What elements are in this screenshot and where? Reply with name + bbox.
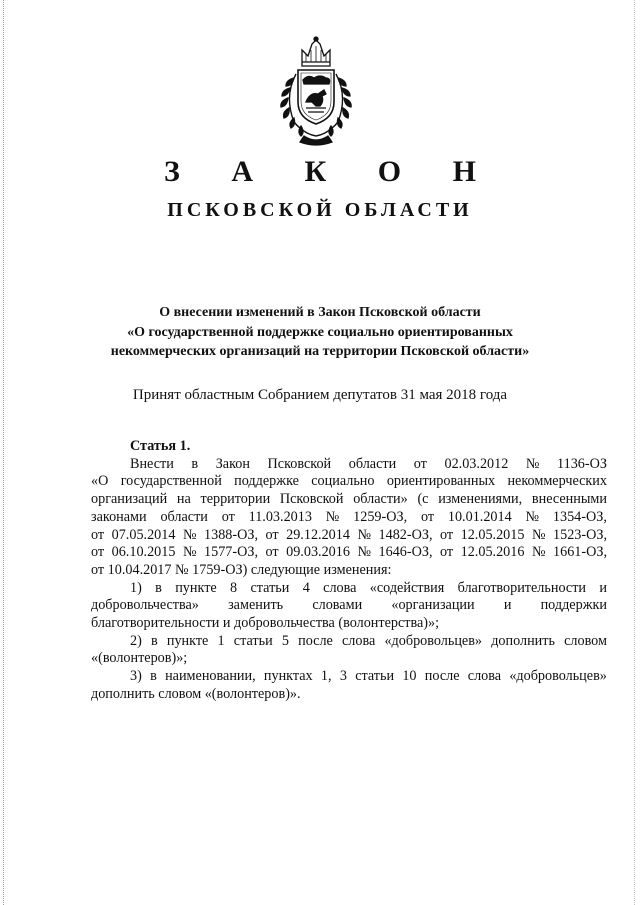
article-body <box>91 438 607 704</box>
article-word: пункте <box>175 579 217 596</box>
article-word: государственной <box>120 473 222 490</box>
article-word: № <box>182 544 197 561</box>
article-word: 29.12.2014 <box>286 526 350 543</box>
article-word: законами <box>91 508 147 525</box>
article-word: № <box>531 544 546 561</box>
article-word: организаций <box>91 491 168 508</box>
article-word: области <box>348 455 397 472</box>
article-word: в <box>191 455 199 472</box>
article-word: 10.01.2014 <box>447 508 512 525</box>
article-word: № <box>357 544 371 561</box>
article-word: 1482-ОЗ, <box>378 526 433 543</box>
article-word: «организации <box>391 597 475 614</box>
document-subtitle: ПСКОВСКОЙ ОБЛАСТИ <box>167 199 473 221</box>
article-line <box>91 597 607 615</box>
article-word: 1354-ОЗ, <box>552 508 607 525</box>
article-word: от 10.04.2017 № 1759-ОЗ) следующие изменения: <box>91 561 392 578</box>
article-word: благотворительности и добровольчества (волонтерства)»; <box>91 615 440 632</box>
article-word: дополнить словом «(волонтеров)». <box>91 685 301 702</box>
article-word: Псковской <box>279 491 344 508</box>
article-word: от <box>91 544 105 561</box>
article-title: Статья 1. <box>130 438 191 454</box>
article-word: слова <box>342 632 376 649</box>
scan-edge-right <box>634 0 635 905</box>
article-line <box>91 509 607 527</box>
article-word: и <box>503 597 512 614</box>
article-word: некоммерческих <box>507 473 607 490</box>
article-word: 1577-ОЗ, <box>204 544 258 561</box>
article-word: от <box>440 526 454 543</box>
article-word: № <box>357 526 371 543</box>
article-line <box>91 580 607 598</box>
article-word: словами <box>312 597 363 614</box>
article-word: от <box>91 526 105 543</box>
article-word: в <box>155 579 162 596</box>
article-word: 2) <box>130 632 142 649</box>
article-line <box>91 527 607 545</box>
article-word: после <box>298 632 333 649</box>
article-word: 4 <box>302 579 310 596</box>
article-word: территории <box>200 491 271 508</box>
coat-of-arms-icon <box>266 36 366 148</box>
article-word: 10 <box>402 668 417 685</box>
article-word: на <box>176 491 191 508</box>
law-heading-line: «О государственной поддержке социально ориентированных <box>127 324 513 340</box>
article-word: в <box>151 632 158 649</box>
article-word: (с <box>417 491 429 508</box>
article-word: Закон <box>215 455 250 472</box>
article-word: от <box>265 526 279 543</box>
article-word: 3) <box>130 668 142 685</box>
article-word: Внести <box>130 455 174 472</box>
article-word: № <box>182 526 197 543</box>
article-word: дополнить <box>491 632 555 649</box>
article-word: поддержки <box>540 597 607 614</box>
article-word: от <box>413 455 427 472</box>
article-line <box>91 562 607 580</box>
article-word: статьи <box>355 668 395 685</box>
article-word: в <box>150 668 157 685</box>
article-word: 06.10.2015 <box>111 544 176 561</box>
article-word: пункте <box>166 632 209 649</box>
article-word: 02.03.2012 <box>444 455 509 472</box>
article-word: 12.05.2016 <box>460 544 525 561</box>
article-line <box>91 650 607 668</box>
article-line <box>91 473 607 491</box>
article-word: области <box>160 508 208 525</box>
article-line <box>91 544 607 562</box>
article-word: заменить <box>228 597 284 614</box>
article-word: «добровольцев» <box>509 668 607 685</box>
article-word: 09.03.2016 <box>286 544 350 561</box>
article-text <box>91 456 607 704</box>
article-word: благотворительности <box>457 579 586 596</box>
article-word: 1) <box>130 579 142 596</box>
article-line <box>91 668 607 686</box>
article-word: 1661-ОЗ, <box>553 544 607 561</box>
article-word: № <box>325 508 340 525</box>
article-word: словом <box>564 632 607 649</box>
article-word: Псковской <box>267 455 332 472</box>
article-word: № <box>531 526 546 543</box>
article-word: «(волонтеров)»; <box>91 650 188 667</box>
law-heading <box>60 303 580 362</box>
article-word: 12.05.2015 <box>460 526 525 543</box>
article-line <box>91 686 607 704</box>
document-title: З А К О Н <box>164 155 498 188</box>
scan-edge-left <box>3 0 4 905</box>
article-word: наименовании, <box>165 668 256 685</box>
article-word: области» <box>353 491 408 508</box>
article-line <box>91 633 607 651</box>
article-word: «добровольцев» <box>384 632 483 649</box>
article-word: ориентированных <box>386 473 496 490</box>
article-word: от <box>440 544 454 561</box>
article-word: внесенными <box>531 491 607 508</box>
article-word: 1259-ОЗ, <box>353 508 408 525</box>
article-word: от <box>265 544 279 561</box>
article-word: 1136-ОЗ <box>557 455 607 472</box>
article-word: 11.03.2013 <box>248 508 312 525</box>
article-word: 1523-ОЗ, <box>553 526 607 543</box>
article-word: пунктах <box>263 668 313 685</box>
article-word: от <box>420 508 435 525</box>
article-word: «содействия <box>369 579 445 596</box>
article-word: 8 <box>230 579 238 596</box>
article-word: поддержке <box>234 473 299 490</box>
article-word: слова <box>323 579 357 596</box>
article-word: статьи <box>250 579 290 596</box>
article-word: № <box>525 508 540 525</box>
adoption-note: Принят областным Собранием депутатов 31 мая 2018 года <box>132 387 508 403</box>
article-word: изменениями, <box>438 491 523 508</box>
article-word: добровольчества» <box>91 597 199 614</box>
article-word: 1 <box>217 632 225 649</box>
article-word: и <box>599 579 607 596</box>
article-line <box>91 456 607 474</box>
article-word: 3 <box>339 668 347 685</box>
article-line <box>91 615 607 633</box>
article-word: статьи <box>233 632 273 649</box>
article-word: слова <box>467 668 502 685</box>
article-word: социально <box>311 473 375 490</box>
law-heading-line: О внесении изменений в Закон Псковской области <box>159 305 481 320</box>
article-word: 5 <box>281 632 289 649</box>
article-word: 1, <box>320 668 332 685</box>
article-word: 1388-ОЗ, <box>204 526 258 543</box>
article-word: от <box>221 508 235 525</box>
article-word: 1646-ОЗ, <box>378 544 433 561</box>
article-word: № <box>525 455 540 472</box>
article-word: после <box>424 668 460 685</box>
law-heading-line: некоммерческих организаций на территории Псковской области» <box>110 344 530 359</box>
article-word: «О <box>91 473 109 490</box>
article-word: 07.05.2014 <box>111 526 176 543</box>
article-line <box>91 491 607 509</box>
